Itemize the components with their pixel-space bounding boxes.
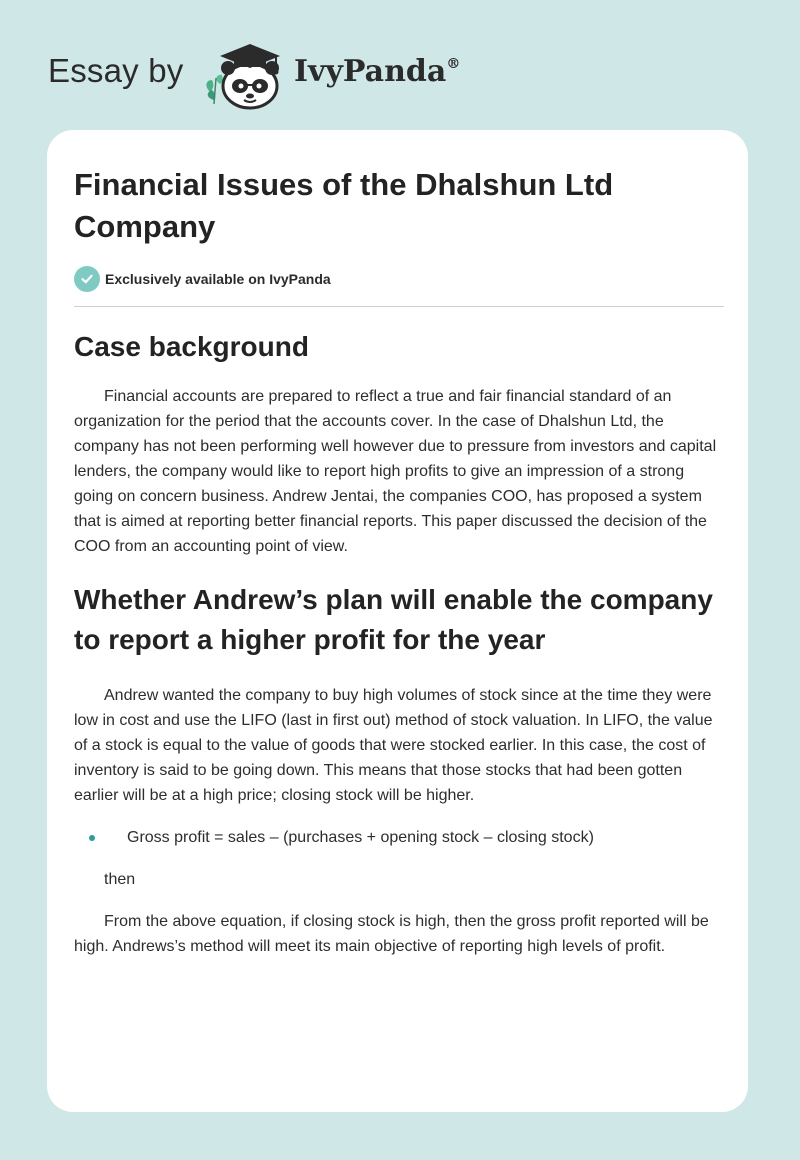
essay-card <box>47 130 748 1112</box>
section-heading-case-background: Case background <box>74 331 309 362</box>
registered-mark: ® <box>446 56 461 72</box>
exclusive-badge-label: Exclusively available on IvyPanda <box>105 271 331 287</box>
panda-graduate-icon <box>200 34 292 110</box>
logo-brand-name <box>294 54 460 89</box>
page-title: Financial Issues of the Dhalshun Ltd Company <box>74 167 614 244</box>
site-logo[interactable] <box>48 34 508 114</box>
bullet-list <box>74 825 724 850</box>
bullet-item <box>74 825 724 850</box>
then-text: then <box>104 871 136 888</box>
essay-content <box>74 164 724 959</box>
section-heading-andrews-plan: Whether Andrew’s plan will enable the company to report a higher profit for the year <box>74 584 713 655</box>
exclusive-badge <box>74 265 724 293</box>
logo-brand-text: IvyPanda <box>294 54 447 89</box>
bullet-dot-icon <box>89 835 95 841</box>
bullet-text: Gross profit = sales – (purchases + opening stock – closing stock) <box>127 829 594 846</box>
title-divider <box>74 306 724 307</box>
checkmark-icon <box>74 266 100 292</box>
logo-essay-by-text: Essay by <box>48 52 184 89</box>
section-paragraph: From the above equation, if closing stock is high, then the gross profit reported will be high. Andrews’s method will meet its main objective of reporting high levels of profit. <box>74 913 709 955</box>
section-paragraph: Financial accounts are prepared to reflect a true and fair financial standard of an organization for the period that the accounts cover. In the case of Dhalshun Ltd, the company has not been performing well however due to pressure from investors and capital lenders, the company would like to report high profits to give an impression of a strong going on concern business. Andrew Jentai, the companies COO, has proposed a system that is aimed at reporting better financial reports. This paper discussed the decision of the COO from an accounting point of view. <box>74 388 717 555</box>
section-paragraph: Andrew wanted the company to buy high volumes of stock since at the time they were low in cost and use the LIFO (last in first out) method of stock valuation. In LIFO, the value of a stock is equal to the value of goods that were stocked earlier. In this case, the cost of inventory is said to be going down. This means that those stocks that had been gotten earlier will be at a high price; closing stock will be higher. <box>74 687 713 804</box>
